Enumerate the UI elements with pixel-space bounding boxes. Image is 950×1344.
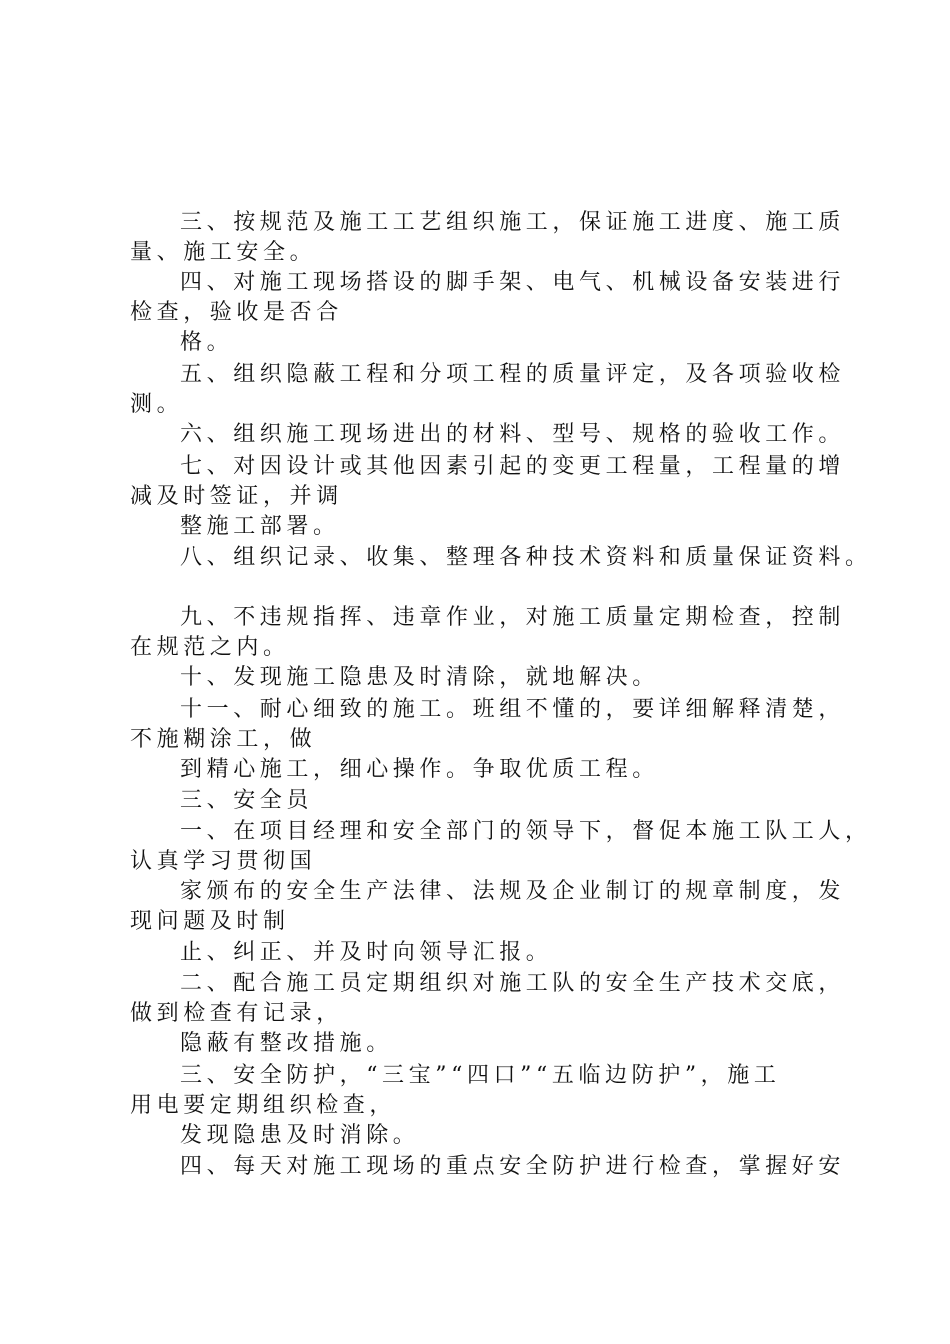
text-line: 现问题及时制 bbox=[130, 909, 290, 934]
text-line: 十、发现施工隐患及时清除，就地解决。 bbox=[180, 665, 659, 690]
text-line: 用电要定期组织检查， bbox=[130, 1093, 397, 1118]
text-line: 七、对因设计或其他因素引起的变更工程量，工程量的增 bbox=[180, 454, 846, 479]
text-line: 一、在项目经理和安全部门的领导下，督促本施工队工人， bbox=[180, 819, 872, 844]
text-line: 格。 bbox=[180, 330, 234, 355]
text-line: 隐蔽有整改措施。 bbox=[180, 1031, 393, 1056]
text-line: 不施糊涂工，做 bbox=[130, 727, 317, 752]
text-line: 检查，验收是否合 bbox=[130, 300, 343, 325]
text-line: 四、对施工现场搭设的脚手架、电气、机械设备安装进行 bbox=[180, 270, 846, 295]
text-line: 四、每天对施工现场的重点安全防护进行检查，掌握好安 bbox=[180, 1154, 846, 1179]
text-line: 十一、耐心细致的施工。班组不懂的，要详细解释清楚， bbox=[180, 697, 846, 722]
text-line: 整施工部署。 bbox=[180, 514, 340, 539]
text-line: 六、组织施工现场进出的材料、型号、规格的验收工作。 bbox=[180, 422, 846, 447]
text-line: 八、组织记录、收集、整理各种技术资料和质量保证资料。 bbox=[180, 545, 872, 570]
text-line: 三、安全员 bbox=[180, 788, 314, 813]
text-line: 家颁布的安全生产法律、法规及企业制订的规章制度，发 bbox=[180, 879, 846, 904]
text-line: 发现隐患及时消除。 bbox=[180, 1123, 420, 1148]
text-line: 三、按规范及施工工艺组织施工，保证施工进度、施工质 bbox=[180, 210, 846, 235]
text-line: 在规范之内。 bbox=[130, 635, 290, 660]
text-line: 九、不违规指挥、违章作业，对施工质量定期检查，控制 bbox=[180, 605, 846, 630]
text-line: 量、施工安全。 bbox=[130, 240, 317, 265]
text-line: 三、安全防护，“三宝”“四口”“五临边防护”，施工 bbox=[180, 1063, 781, 1088]
text-line: 二、配合施工员定期组织对施工队的安全生产技术交底， bbox=[180, 971, 846, 996]
text-line: 止、纠正、并及时向领导汇报。 bbox=[180, 940, 553, 965]
text-line: 测。 bbox=[130, 392, 184, 417]
text-line: 认真学习贯彻国 bbox=[130, 849, 317, 874]
text-line: 五、组织隐蔽工程和分项工程的质量评定，及各项验收检 bbox=[180, 362, 846, 387]
text-line: 减及时签证，并调 bbox=[130, 484, 343, 509]
text-line: 到精心施工，细心操作。争取优质工程。 bbox=[180, 757, 659, 782]
text-line: 做到检查有记录， bbox=[130, 1001, 343, 1026]
